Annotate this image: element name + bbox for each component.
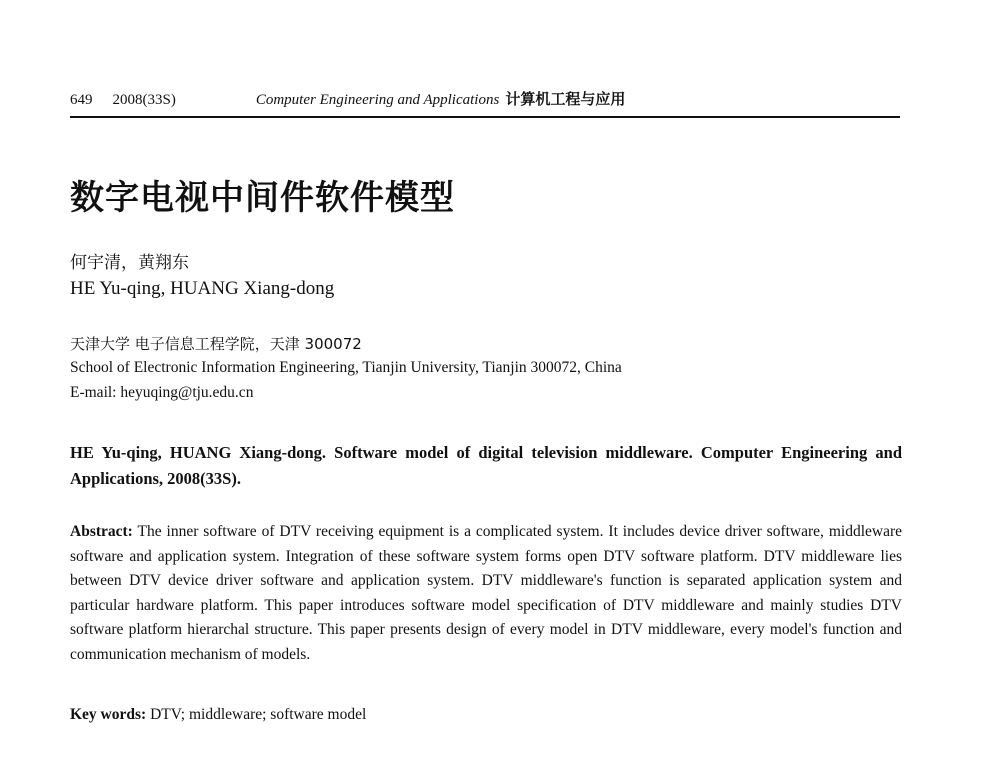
keywords-text: DTV; middleware; software model xyxy=(150,706,367,723)
authors-en: HE Yu-qing, HUANG Xiang-dong xyxy=(70,278,335,299)
citation: HE Yu-qing, HUANG Xiang-dong. Software model of digital television middleware. Computer Engineering and Applications, 2008(33S). xyxy=(70,443,902,488)
volume-issue: 2008(33S) xyxy=(112,92,176,108)
journal-name-en: Computer Engineering and Applications xyxy=(255,92,500,108)
keywords-label: Key words: xyxy=(70,706,147,723)
paper-title: 数字电视中间件软件模型 xyxy=(70,178,455,218)
header-rule xyxy=(70,116,900,118)
keywords xyxy=(70,706,366,724)
abstract-label: Abstract: xyxy=(70,523,133,540)
authors-cn: 何宇清，黄翔东 xyxy=(70,253,189,273)
author-email: E-mail: heyuqing@tju.edu.cn xyxy=(70,384,254,401)
abstract xyxy=(70,520,902,668)
journal-name-cn: 计算机工程与应用 xyxy=(505,90,626,108)
running-header xyxy=(70,88,900,109)
affiliation-cn: 天津大学 电子信息工程学院，天津 300072 xyxy=(70,335,362,353)
abstract-text: The inner software of DTV receiving equipment is a complicated system. It includes device driver software, middleware software and application system. Integration of these software system forms open DTV software platform. DTV middleware lies between DTV device driver software and application system. DTV middleware's function is separated application system and particular hardware platform. This paper introduces software model specification of DTV middleware and mainly studies DTV software platform hierarchal structure. This paper presents design of every model in DTV middleware, every model's function and communication mechanism of models. xyxy=(70,523,902,663)
page-number: 649 xyxy=(70,92,93,108)
affiliation-en: School of Electronic Information Engineering, Tianjin University, Tianjin 300072, China xyxy=(70,359,622,376)
